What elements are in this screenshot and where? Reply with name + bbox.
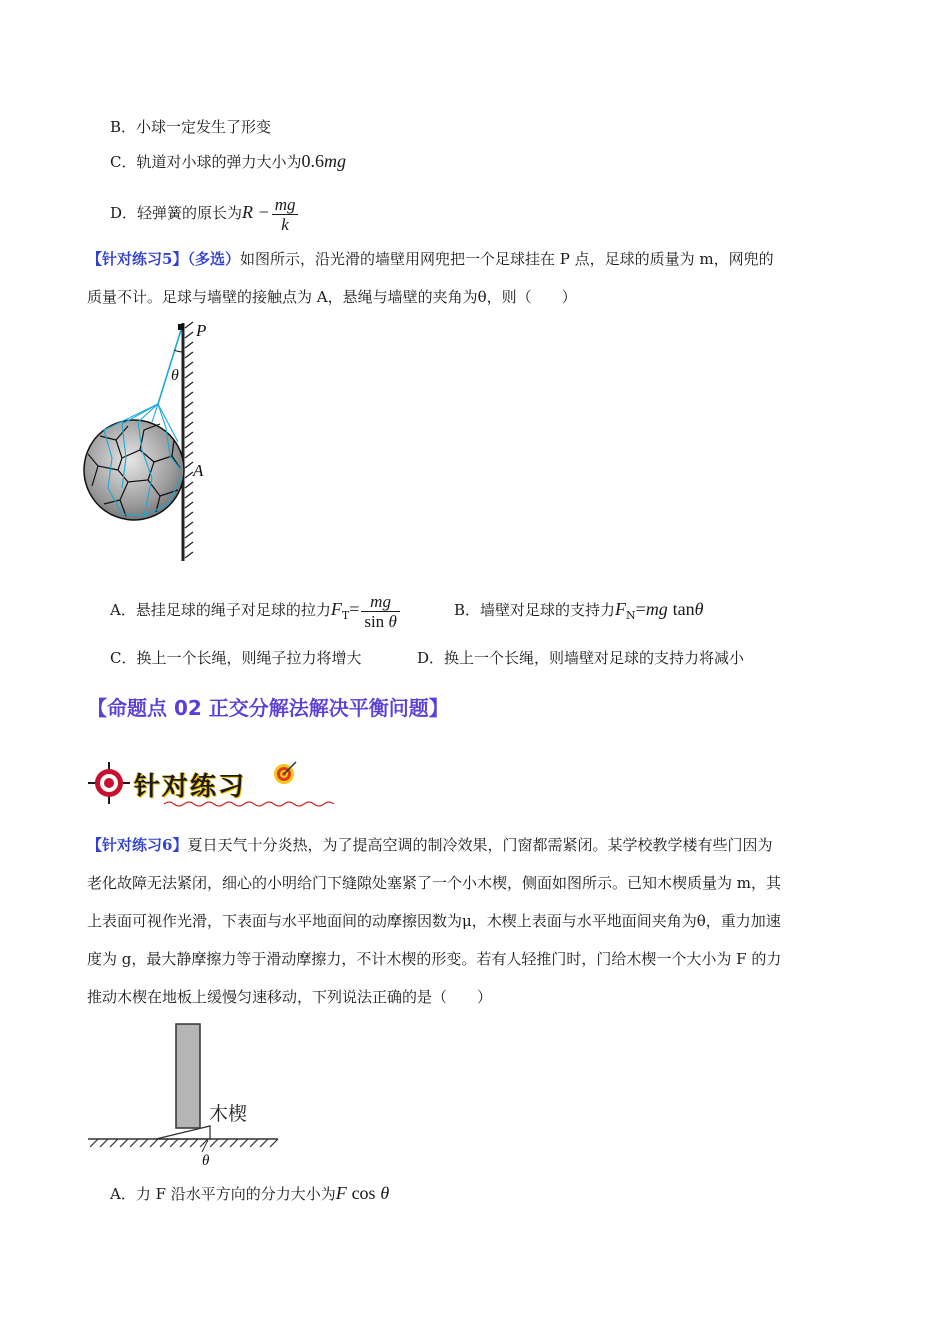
hook-point [178,324,184,330]
q5-line-1 [87,240,867,278]
option-d-previous [110,193,300,234]
question-5-stem [87,240,867,316]
q5-opt-b-sub: N [626,609,636,622]
label-theta: θ [171,367,179,384]
q5-opt-a-lhs: F [330,599,342,619]
q5-option-a [110,590,402,635]
q5-line-2: 质量不计。足球与墙壁的接触点为 A，悬绳与墙壁的夹角为θ，则（ ） [87,288,577,306]
q5-option-d: D．换上一个长绳，则墙壁对足球的支持力将减小 [417,649,745,667]
banner-underline [164,800,334,808]
q5-tag: 【针对练习5】 [87,250,188,268]
q5-opt-b-lhs: F [615,599,627,619]
q5-opt-a-text: A．悬挂足球的绳子对足球的拉力 [110,601,331,619]
option-d-fraction [272,195,299,234]
q5-opt-a-den-var: θ [388,611,397,631]
practice-banner [88,760,308,810]
q6-line-4: 度为 g，最大静摩擦力等于滑动摩擦力，不计木楔的形变。若有人轻推门时，门给木楔一个大小为 F 的力 [87,950,782,968]
q5-opt-a-den-fn: sin [364,611,385,631]
q6-line-2: 老化故障无法紧闭，细心的小明给门下缝隙处塞紧了一个小木楔，侧面如图所示。已知木楔质量为 m，其 [87,874,781,892]
option-c-var: mg [323,151,346,171]
q6-opt-a-text: A．力 F 沿水平方向的分力大小为 [110,1185,336,1203]
q5-opt-b-fn: tan [672,599,695,619]
q5-opt-a-eq: = [349,599,360,619]
option-c-number: 0.6 [301,151,324,171]
ground-hatching [90,1139,278,1147]
target-icon [88,762,130,804]
q6-line1-text: 夏日天气十分炎热，为了提高空调的制冷效果，门窗都需紧闭。某学校教学楼有些门因为 [187,836,773,854]
q6-line-5: 推动木楔在地板上缓慢匀速移动，下列说法正确的是（ ） [87,988,493,1006]
option-d-lead: R − [242,202,270,222]
option-d-den: k [281,214,289,234]
option-d-num: mg [272,195,299,215]
q6-opt-a-theta: θ [380,1183,390,1203]
q6-line-1 [87,826,867,864]
q5-option-b [454,599,703,626]
banner-text: 针对练习 [134,772,247,802]
q5-line1-text: 如图所示，沿光滑的墙壁用网兜把一个足球挂在 P 点，足球的质量为 m，网兜的 [239,250,774,268]
wedge-label: 木楔 [209,1103,248,1125]
q5-opt-a-sub: T [341,609,350,622]
wall-hatching [185,322,193,558]
theta-label: θ [202,1153,210,1169]
q6-option-a [110,1183,389,1204]
label-a: A [193,461,204,480]
door-wedge-figure [86,1022,286,1172]
option-c-previous [110,151,346,172]
question-6-stem [87,826,867,1016]
q5-opt-a-fraction [361,592,399,631]
q5-opt-b-text: B．墙壁对足球的支持力 [454,601,616,619]
q6-opt-a-fn: cos [351,1183,376,1203]
label-p: P [196,321,207,340]
door [176,1024,200,1128]
q5-option-c: C．换上一个长绳，则绳子拉力将增大 [110,649,362,667]
option-b-previous: B．小球一定发生了形变 [110,118,272,136]
option-d-text: D．轻弹簧的原长为 [110,204,243,222]
q5-opt-b-eq: = [635,599,646,619]
dart-target-icon [272,760,298,786]
football [84,420,184,520]
q5-opt-a-den [361,612,399,631]
q5-opt-a-num: mg [361,592,399,612]
football-wall-figure [82,318,222,568]
q5-opt-b-var: mg [645,599,668,619]
q6-tag: 【针对练习6】 [87,836,188,854]
q5-opt-b-theta: θ [694,599,704,619]
option-c-text: C．轨道对小球的弹力大小为 [110,153,302,171]
section-heading: 【命题点 02 正交分解法解决平衡问题】 [87,696,449,720]
q5-multi: （多选） [187,250,240,268]
q6-line-3: 上表面可视作光滑，下表面与水平地面间的动摩擦因数为μ，木楔上表面与水平地面间夹角为θ，重力加速 [87,912,781,930]
q6-opt-a-var: F [335,1183,347,1203]
